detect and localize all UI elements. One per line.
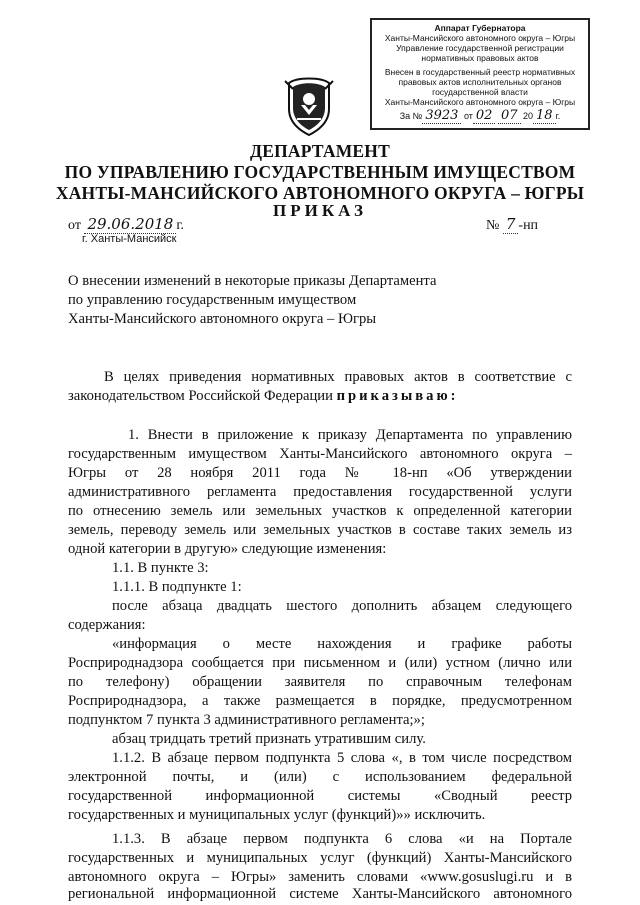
number-suffix: -нп xyxy=(518,218,539,233)
stamp-reg-number: 3923 xyxy=(422,108,461,124)
header-line-3: ХАНТЫ-МАНСИЙСКОГО АВТОНОМНОГО ОКРУГА – ЮГРЫ xyxy=(55,183,585,203)
stamp-reg-month: 07 xyxy=(498,108,521,124)
preamble-line: В целях приведения нормативных правовых актов в соответствие с xyxy=(104,369,572,385)
coat-of-arms-icon xyxy=(283,75,335,137)
stamp-line: Внесен в государственный реестр нормативных xyxy=(384,67,576,77)
body-line: автономного округа – Югры» заменить словами «www.gosuslugi.ru и в xyxy=(68,869,572,885)
body-line: Росприроднадзора сообщается при письменном и (или) устном (лично или xyxy=(68,655,572,671)
stamp-line: Управление государственной регистрации xyxy=(396,43,564,53)
order-date xyxy=(68,215,184,234)
date-prefix: от xyxy=(68,218,81,233)
stamp-line: Ханты-Мансийского автономного округа – Югры xyxy=(384,97,576,107)
stamp-reg-year: 18 xyxy=(533,108,556,124)
body-line: 1.1. В пункте 3: xyxy=(112,560,209,576)
body-line: государственной информационной системы «Сводный реестр xyxy=(68,788,572,804)
registration-stamp xyxy=(370,18,590,130)
body-line: после абзаца двадцать шестого дополнить абзацем следующего xyxy=(112,598,572,614)
header-line-2: ПО УПРАВЛЕНИЮ ГОСУДАРСТВЕННЫМ ИМУЩЕСТВОМ xyxy=(64,162,576,182)
body-line: Росприроднадзора, а также размещается в порядке, предусмотренном xyxy=(68,693,572,709)
body-line: государственным имуществом Ханты-Мансийского автономного округа – xyxy=(68,446,572,462)
stamp-line: Аппарат Губернатора xyxy=(434,23,526,33)
preamble-text: законодательством Российской Федерации xyxy=(68,388,333,404)
order-number xyxy=(486,215,538,234)
body-line: по отнесению земель или земельных участков к определенной категории xyxy=(68,503,572,519)
body-line: административного регламента предоставления государственной услуги xyxy=(68,484,572,500)
body-line: 1.1.2. В абзаце первом подпункта 5 слова «, в том числе посредством xyxy=(112,750,572,766)
subject-line: О внесении изменений в некоторые приказы Департамента xyxy=(68,273,437,289)
body-line: региональной информационной системе Ханты-Мансийского автономного xyxy=(68,886,572,902)
subject-line: по управлению государственным имуществом xyxy=(68,292,357,308)
body-line: содержания: xyxy=(68,617,146,633)
body-line: абзац тридцать третий признать утратившим силу. xyxy=(112,731,426,747)
city: г. Ханты-Мансийск xyxy=(82,233,177,245)
number-prefix: № xyxy=(486,218,500,233)
body-line: по телефону) обращении заявителя по справочным телефонам xyxy=(68,674,572,690)
header-line-1: ДЕПАРТАМЕНТ xyxy=(250,141,390,161)
order-title: ПРИКАЗ xyxy=(273,201,367,220)
subject-line: Ханты-Мансийского автономного округа – Югры xyxy=(68,311,377,327)
body-line: государственных и муниципальных услуг (функций) Ханты-Мансийского xyxy=(68,850,572,866)
stamp-line: нормативных правовых актов xyxy=(421,53,539,63)
number-value: 7 xyxy=(503,215,519,234)
date-suffix: г. xyxy=(176,218,184,233)
body-line: 1.1.3. В абзаце первом подпункта 6 слова «и на Портале xyxy=(112,831,572,847)
preamble-command: приказываю: xyxy=(336,388,459,404)
preamble-line xyxy=(68,387,458,406)
stamp-registration-number xyxy=(375,108,585,123)
body-line: Югры от 28 ноября 2011 года № 18-нп «Об утверждении xyxy=(68,465,572,481)
stamp-reg-prefix: За № xyxy=(399,111,423,121)
date-value: 29.06.2018 xyxy=(84,215,176,234)
body-line: 1. Внести в приложение к приказу Департамента по управлению xyxy=(128,427,572,443)
stamp-reg-suffix: г. xyxy=(555,111,561,121)
body-line: одной категории в другую» следующие изменения: xyxy=(68,541,387,557)
stamp-reg-day: 02 xyxy=(473,108,496,124)
stamp-line: правовых актов исполнительных органов xyxy=(398,77,562,87)
body-line: электронной почты, и (или) с использованием федеральной xyxy=(68,769,572,785)
body-line: земель, переводу земель или земельных участков в составе таких земель из xyxy=(68,522,572,538)
stamp-reg-year-prefix: 20 xyxy=(523,111,534,121)
body-line: «информация о месте нахождения и графике работы xyxy=(112,636,572,652)
body-line: государственных и муниципальных услуг (функций)»» исключить. xyxy=(68,807,486,823)
body-line: подпунктом 7 пункта 3 административного регламента;»; xyxy=(68,712,425,728)
stamp-line: государственной власти xyxy=(432,87,528,97)
stamp-reg-from: от xyxy=(463,111,473,121)
body-line: 1.1.1. В подпункте 1: xyxy=(112,579,242,595)
stamp-line: Ханты-Мансийского автономного округа – Югры xyxy=(384,33,576,43)
